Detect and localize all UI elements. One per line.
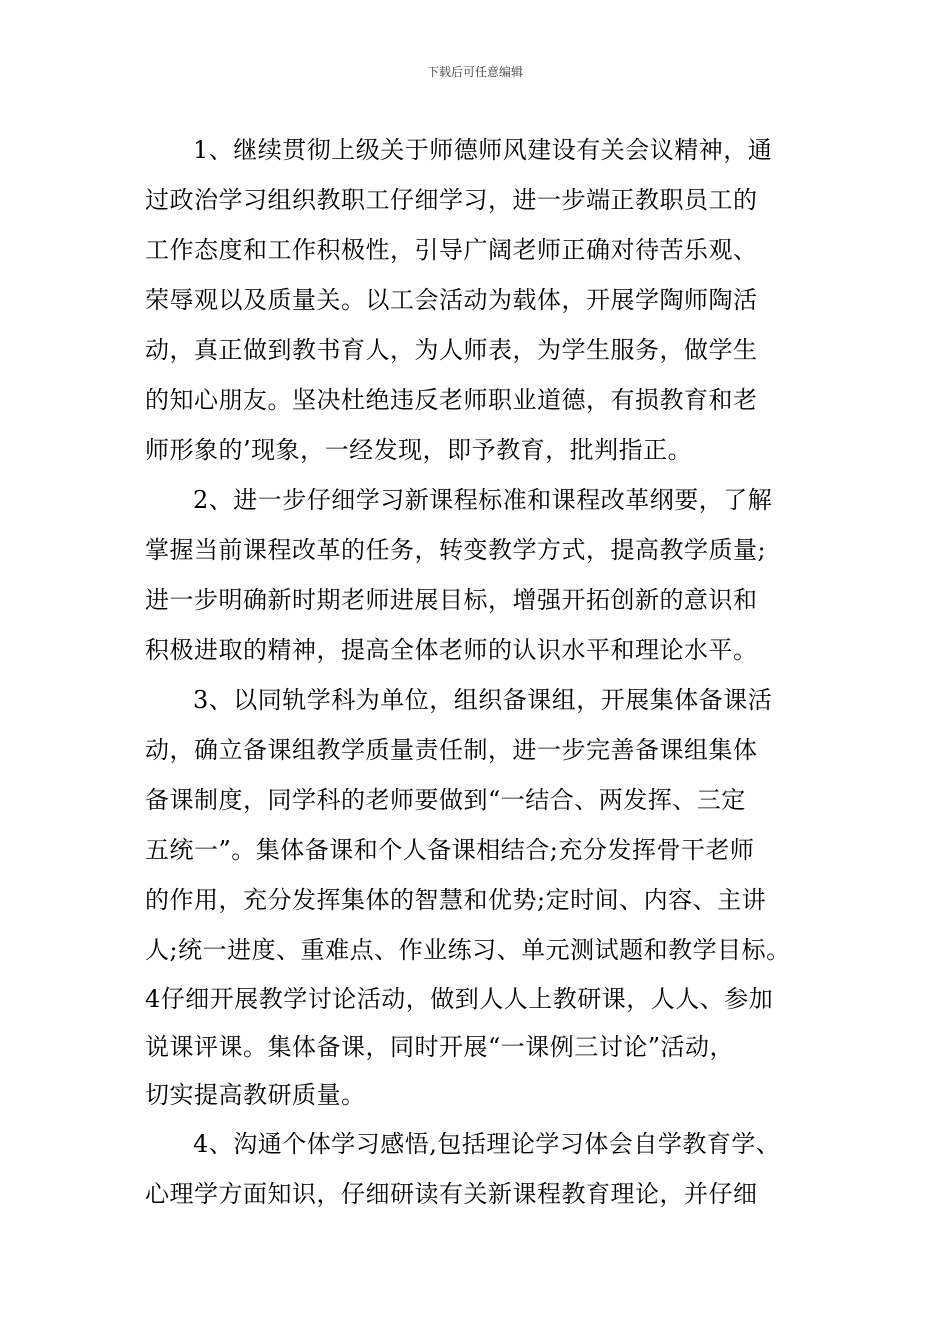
text-line: 掌握当前课程改革的任务，转变教学方式，提高教学质量;: [145, 536, 767, 564]
text-line: 说课评课。集体备课，同时开展“一课例三讨论”活动，: [145, 1033, 735, 1061]
document-body: [145, 125, 825, 1219]
text-line: 工作态度和工作积极性，引导广阔老师正确对待苦乐观、: [145, 236, 758, 264]
text-line: 备课制度，同学科的老师要做到“一结合、两发挥、三定: [145, 786, 746, 814]
text-line: 心理学方面知识，仔细研读有关新课程教育理论，并仔细: [145, 1180, 758, 1208]
text-line: 积极进取的精神，提高全体老师的认识水平和理论水平。: [145, 636, 758, 664]
text-line: 动，真正做到教书育人，为人师表，为学生服务，做学生: [145, 336, 758, 364]
text-line: 2、进一步仔细学习新课程标准和课程改革纲要，了解: [193, 486, 773, 514]
text-line: 3、以同轨学科为单位，组织备课组，开展集体备课活: [193, 686, 773, 714]
text-line: 4、沟通个体学习感悟,包括理论学习体会自学教育学、: [193, 1130, 781, 1158]
text-line: 五统一”。集体备课和个人备课相结合;充分发挥骨干老师: [145, 836, 755, 864]
text-line: 的作用，充分发挥集体的智慧和优势;定时间、内容、主讲: [145, 886, 767, 914]
text-line: 切实提高教研质量。: [145, 1081, 366, 1109]
page-header: 下载后可任意编辑: [426, 65, 523, 79]
text-line: 进一步明确新时期老师进展目标，增强开拓创新的意识和: [145, 586, 758, 614]
text-line: 师形象的’现象，一经发现，即予教育，批判指正。: [145, 436, 693, 464]
text-line: 动，确立备课组教学质量责任制，进一步完善备课组集体: [145, 736, 758, 764]
text-line: 的知心朋友。坚决杜绝违反老师职业道德，有损教育和老: [145, 386, 758, 414]
text-line: 荣辱观以及质量关。以工会活动为载体，开展学陶师陶活: [145, 286, 758, 314]
text-line: 1、继续贯彻上级关于师德师风建设有关会议精神，通: [193, 136, 773, 164]
text-line: 4仔细开展教学讨论活动，做到人人上教研课，人人、参加: [145, 985, 774, 1013]
text-line: 过政治学习组织教职工仔细学习，进一步端正教职员工的: [145, 186, 758, 214]
text-line: 人;统一进度、重难点、作业练习、单元测试题和教学目标。: [145, 936, 791, 964]
